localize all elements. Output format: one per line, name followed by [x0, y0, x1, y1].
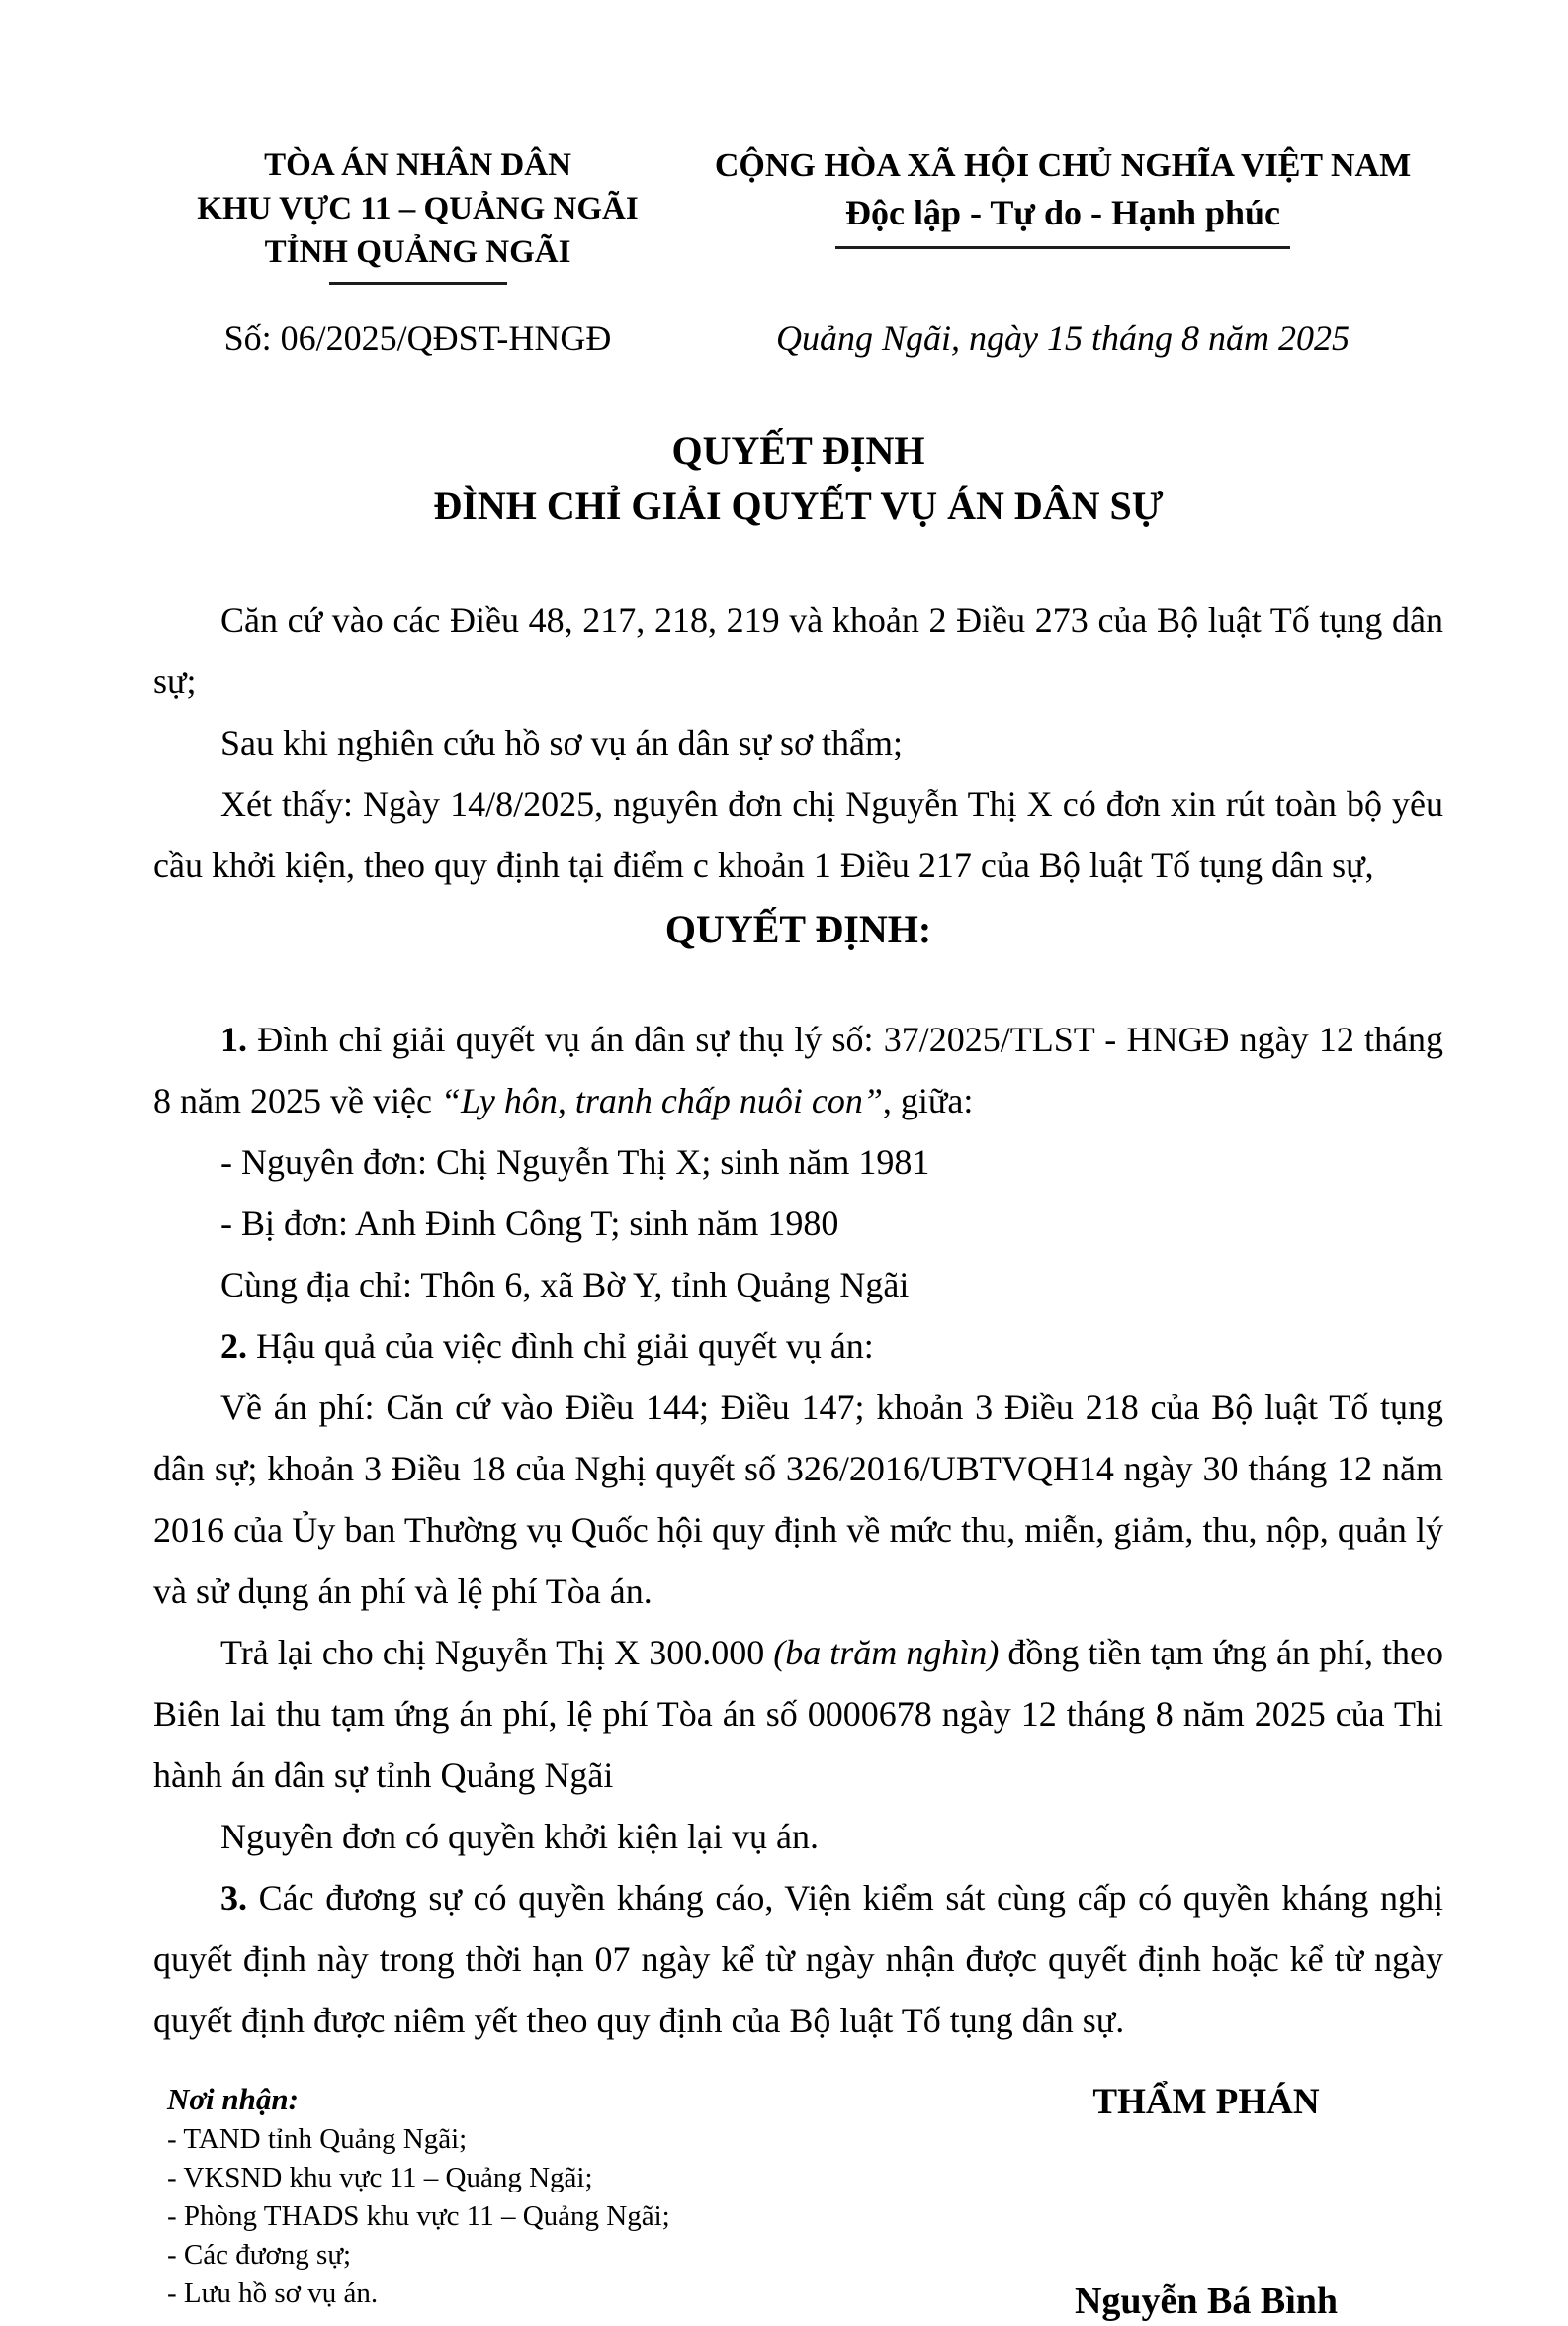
judge-title: THẨM PHÁN: [1092, 2082, 1320, 2122]
article3-text: Các đương sự có quyền kháng cáo, Viện kiểm sát cùng cấp có quyền kháng nghị quyết định này trong thời hạn 07 ngày kể từ ngày nhận được quyết định hoặc kể từ ngày quyết định được niêm yết theo quy định của Bộ luật Tố tụng dân sự.: [153, 1878, 1443, 2040]
paragraph-findings: Xét thấy: Ngày 14/8/2025, nguyên đơn chị Nguyễn Thị X có đơn xin rút toàn bộ yêu cầu khởi kiện, theo quy định tại điểm c khoản 1 Điều 217 của Bộ luật Tố tụng dân sự,: [153, 784, 1443, 885]
document-number: Số: 06/2025/QĐST-HNGĐ: [223, 318, 612, 358]
recipient-item: - Các đương sự;: [167, 2239, 352, 2271]
motto-rule: [835, 246, 1290, 249]
refund-amount-words: (ba trăm nghìn): [773, 1633, 1000, 1672]
article1-text-before: Đình chỉ giải quyết vụ án dân sự thụ lý số: 37/2025/TLST - HNGĐ ngày 12 tháng 8 năm 2025 về việc: [153, 1020, 1443, 1120]
republic-header-block: [682, 143, 1443, 285]
decision-title-line2: ĐÌNH CHỈ GIẢI QUYẾT VỤ ÁN DÂN SỰ: [433, 484, 1164, 528]
court-name-line3: TỈNH QUẢNG NGÃI: [264, 234, 571, 270]
republic-name: CỘNG HÒA XÃ HỘI CHỦ NGHĨA VIỆT NAM: [714, 147, 1412, 184]
issue-place-date: Quảng Ngãi, ngày 15 tháng 8 năm 2025: [776, 318, 1350, 358]
article1-opening: [153, 1009, 1443, 1131]
address-line: Cùng địa chỉ: Thôn 6, xã Bờ Y, tỉnh Quảng Ngãi: [220, 1265, 910, 1304]
court-name-line2: KHU VỰC 11 – QUẢNG NGÃI: [197, 191, 639, 226]
article1-text-after: , giữa:: [882, 1081, 974, 1120]
article3-paragraph: [153, 1867, 1443, 2051]
article1-number: 1.: [220, 1020, 247, 1059]
recipient-item: - TAND tỉnh Quảng Ngãi;: [167, 2123, 468, 2155]
document-body: [153, 589, 1443, 2051]
refund-text-after: đồng tiền tạm ứng án phí, theo Biên lai thu tạm ứng án phí, lệ phí Tòa án số 0000678 ngày 12 tháng 8 năm 2025 của Thi hành án dân sự tỉnh Quảng Ngãi: [153, 1633, 1444, 1795]
document-footer: [153, 2079, 1443, 2326]
plaintiff-line: - Nguyên đơn: Chị Nguyễn Thị X; sinh năm 1981: [220, 1142, 930, 1182]
decision-title-line1: QUYẾT ĐỊNH: [671, 428, 925, 473]
recipient-item: - Phòng THADS khu vực 11 – Quảng Ngãi;: [167, 2200, 670, 2232]
signature-block: [969, 2079, 1443, 2326]
number-date-row: [153, 314, 1443, 362]
court-header-block: [153, 143, 682, 285]
right-to-sue-line: Nguyên đơn có quyền khởi kiện lại vụ án.: [220, 1817, 819, 1856]
republic-motto: Độc lập - Tự do - Hạnh phúc: [844, 193, 1281, 232]
refund-text-before: Trả lại cho chị Nguyễn Thị X 300.000: [220, 1633, 774, 1672]
article2-heading: [153, 1315, 1443, 1377]
decision-title-block: [153, 423, 1443, 534]
court-header-rule: [329, 282, 507, 285]
defendant-line: - Bị đơn: Anh Đinh Công T; sinh năm 1980: [220, 1204, 839, 1243]
refund-paragraph: [153, 1622, 1443, 1806]
article2-number: 2.: [220, 1326, 247, 1366]
document-header: [153, 143, 1443, 285]
article2-heading-text: Hậu quả của việc đình chỉ giải quyết vụ án:: [247, 1326, 874, 1366]
fee-paragraph: Về án phí: Căn cứ vào Điều 144; Điều 147; khoản 3 Điều 218 của Bộ luật Tố tụng dân sự; khoản 3 Điều 18 của Nghị quyết số 326/2016/UBTVQH14 ngày 30 tháng 12 năm 2016 của Ủy ban Thường vụ Quốc hội quy định về mức thu, miễn, giảm, thu, nộp, quản lý và sử dụng án phí và lệ phí Tòa án.: [153, 1387, 1443, 1611]
recipient-item: - Lưu hồ sơ vụ án.: [167, 2278, 379, 2309]
judge-name: Nguyễn Bá Bình: [1074, 2281, 1339, 2322]
paragraph-case-review: Sau khi nghiên cứu hồ sơ vụ án dân sự sơ thẩm;: [220, 723, 904, 762]
article3-number: 3.: [220, 1878, 247, 1918]
recipient-item: - VKSND khu vực 11 – Quảng Ngãi;: [167, 2162, 593, 2193]
recipients-label: Nơi nhận:: [167, 2082, 299, 2116]
decision-section-heading: QUYẾT ĐỊNH:: [664, 907, 932, 951]
court-name-line1: TÒA ÁN NHÂN DÂN: [264, 147, 571, 183]
article1-case-name: “Ly hôn, tranh chấp nuôi con”: [440, 1081, 883, 1120]
paragraph-legal-basis: Căn cứ vào các Điều 48, 217, 218, 219 và khoản 2 Điều 273 của Bộ luật Tố tụng dân sự;: [153, 600, 1443, 701]
recipients-block: [153, 2079, 969, 2326]
